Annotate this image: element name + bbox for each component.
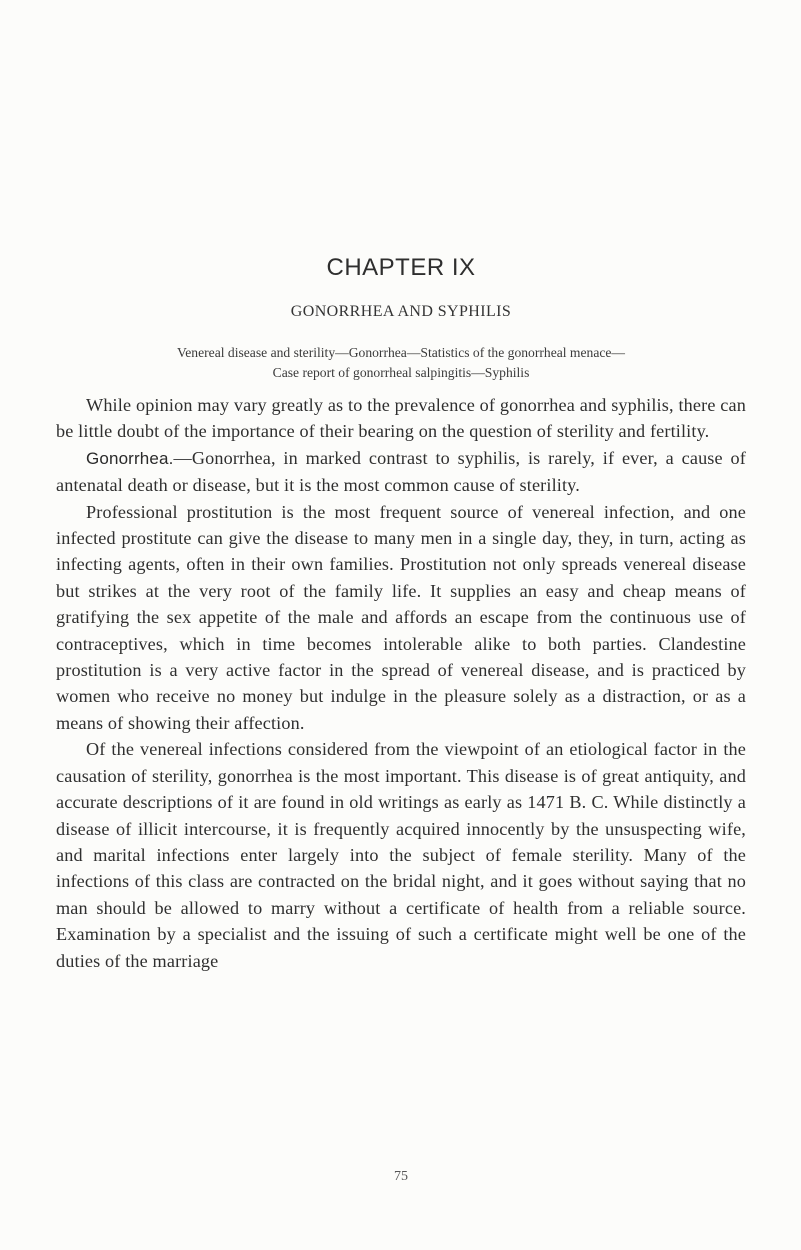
paragraph: Professional prostitution is the most frequent source of venereal infection, and one infected prostitute can give the disease to many men in a single day, they, in turn, acting as infecting agents, often in their own families. Prostitution not only spreads venereal disease but strikes at the very root of the family life. It supplies an easy and cheap means of gratifying the sex appetite of the male and affords an escape from the continuous use of contraceptives, which in time becomes intolerable alike to both parties. Clandestine prostitution is a very active factor in the spread of venereal disease, and is practiced by women who receive no money but indulge in the pleasure solely as a distraction, or as a means of showing their affection. xyxy=(56,501,746,733)
paragraph: While opinion may vary greatly as to the prevalence of gonorrhea and syphilis, there can be little doubt of the importance of their bearing on the question of sterility and fertility. xyxy=(56,395,746,442)
section-heading: Gonorrhea. xyxy=(86,448,174,468)
paragraph-text: —Gonorrhea, in marked contrast to syphilis, is rarely, if ever, a cause of antenatal death or disease, but it is the most common cause of sterility. xyxy=(56,447,746,496)
synopsis-line: Venereal disease and sterility—Gonorrhea—Statistics of the gonorrheal menace— xyxy=(176,345,626,360)
paragraph: Of the venereal infections considered from the viewpoint of an etiological factor in the causation of sterility, gonorrhea is the most important. This disease is of great antiquity, and accurate descriptions of it are found in old writings as early as 1471 B. C. While distinctly a disease of illicit intercourse, it is frequently acquired innocently by the unsuspecting wife, and marital infections enter largely into the subject of female sterility. Many of the infections of this class are contracted on the bridal night, and it goes without saying that no man should be allowed to marry without a certificate of health from a reliable source. Examination by a specialist and the issuing of such a certificate might well be one of the duties of the marriage xyxy=(56,739,746,971)
chapter-title: CHAPTER IX xyxy=(326,254,476,281)
paragraph xyxy=(56,445,746,499)
synopsis-line: Case report of gonorrheal salpingitis—Syphilis xyxy=(272,365,530,380)
book-page xyxy=(56,0,746,1250)
page-number: 75 xyxy=(394,1169,408,1184)
body-text xyxy=(56,392,746,974)
chapter-synopsis xyxy=(56,343,746,383)
chapter-subtitle: GONORRHEA AND SYPHILIS xyxy=(290,303,512,320)
